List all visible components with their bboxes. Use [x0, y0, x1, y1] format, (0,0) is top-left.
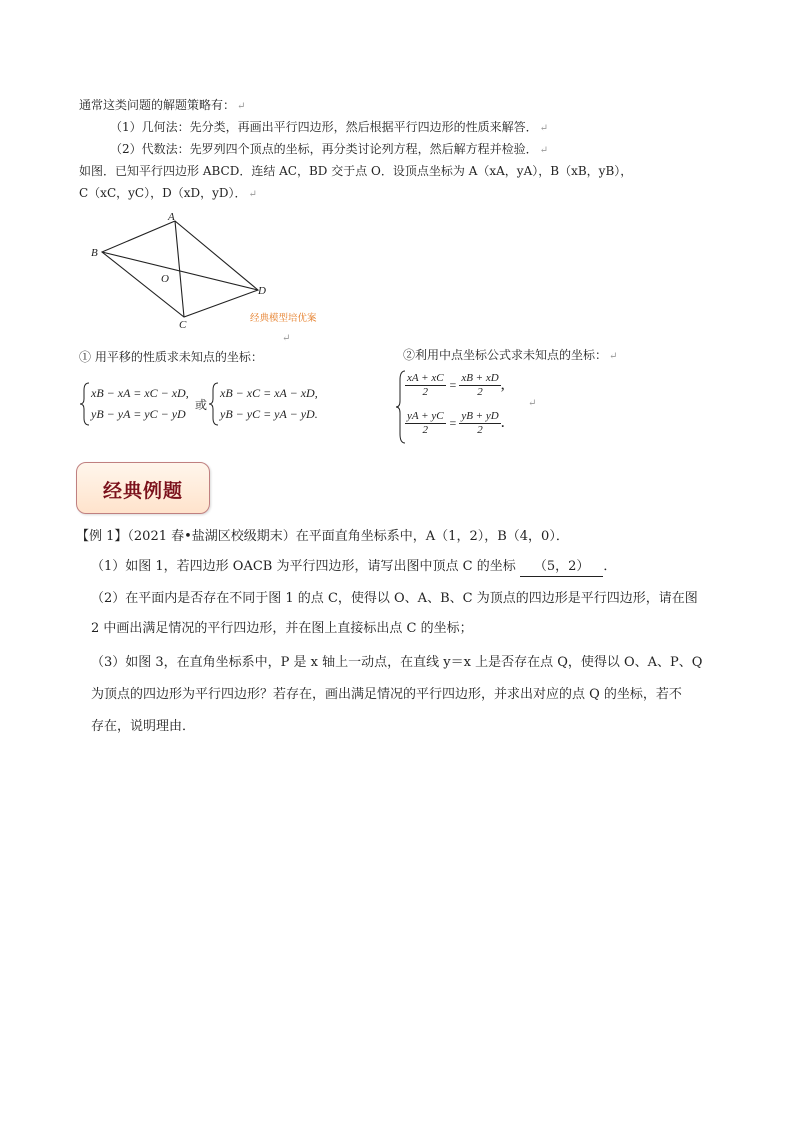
intro-line-5: C（xC，yC），D（xD，yD）． ↵ [79, 186, 257, 200]
label-o: O [161, 273, 169, 285]
label-a: A [168, 211, 175, 223]
answer-blank: （5，2） [520, 558, 604, 577]
question-1: （1）如图 1，若四边形 OACB 为平行四边形，请写出图中顶点 C 的坐标 （5，2） ． [91, 558, 616, 577]
method-1-eq-2b: yB − yC = yA − yD. [220, 407, 318, 421]
section-header-box [76, 462, 210, 514]
example-header: 【例 1】（2021 春•盐湖区校级期末）在平面直角坐标系中，A（1，2），B（4，0）． [76, 529, 569, 544]
method-1-eq-1a: xB − xA = xC − xD, [91, 386, 189, 400]
method-1-eq-1b: yB − yA = yC − yD [91, 407, 186, 421]
intro-line-3: （2）代数法：先罗列四个顶点的坐标，再分类讨论列方程，然后解方程并检验． ↵ [110, 142, 549, 156]
question-3-line-3: 存在，说明理由． [91, 719, 196, 734]
question-3-line-1: （3）如图 3，在直角坐标系中，P 是 x 轴上一动点，在直线 y＝x 上是否存在点 Q，使得以 O、A、P、Q [91, 655, 703, 670]
watermark-text: 经典模型培优案 [250, 313, 317, 324]
method-2-eq-1: $\frac{xA + xC}{2}$ = $\frac{xB + xD}{2}$ , [407, 372, 505, 398]
return-mark: ↵ [282, 333, 291, 344]
label-b: B [91, 247, 98, 259]
method-1-or: 或 [195, 398, 208, 412]
method-1-eq-2a: xB − xC = xA − xD, [220, 386, 318, 400]
method-2-title: ②利用中点坐标公式求未知点的坐标： ↵ [403, 348, 618, 362]
question-2-line-1: （2）在平面内是否存在不同于图 1 的点 C，使得以 O、A、B、C 为顶点的四边形是平行四边形，请在图 [91, 591, 698, 606]
question-2-line-2: 2 中画出满足情况的平行四边形，并在图上直接标出点 C 的坐标； [91, 621, 473, 636]
parallelogram-figure [88, 208, 317, 333]
intro-line-4: 如图．已知平行四边形 ABCD．连结 AC，BD 交于点 O．设顶点坐标为 A（xA，yA），B（xB，yB）， [79, 164, 633, 178]
brace-1 [79, 382, 91, 426]
label-c: C [179, 319, 187, 331]
label-d: D [258, 285, 266, 297]
diagonal-ac [175, 221, 184, 317]
intro-line-1: 通常这类问题的解题策略有： ↵ [79, 98, 246, 112]
return-mark-2: ↵ [528, 398, 537, 409]
question-3-line-2: 为顶点的四边形为平行四边形？若存在，画出满足情况的平行四边形，并求出对应的点 Q 的坐标，若不 [91, 687, 682, 702]
method-2-eq-2: $\frac{yA + yC}{2}$ = $\frac{yB + yD}{2}$ . [407, 410, 505, 436]
method-1-title: ① 用平移的性质求未知点的坐标： [79, 350, 263, 364]
section-title: 经典例题 [102, 480, 183, 502]
brace-2 [208, 382, 220, 426]
intro-line-2: （1）几何法：先分类，再画出平行四边形，然后根据平行四边形的性质来解答． ↵ [110, 120, 549, 134]
